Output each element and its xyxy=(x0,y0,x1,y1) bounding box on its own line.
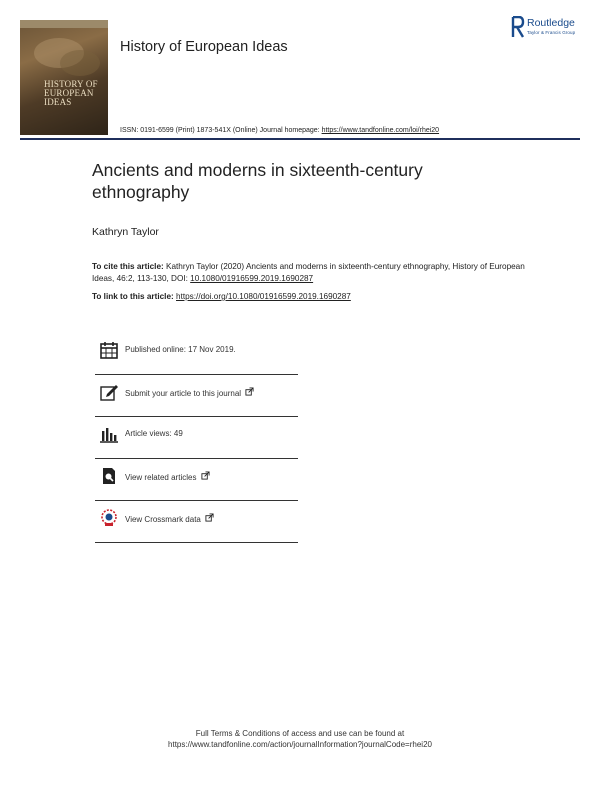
submit-article-link[interactable]: Submit your article to this journal xyxy=(125,387,254,398)
article-link-line xyxy=(92,292,351,301)
cover-title: HISTORY OF EUROPEAN IDEAS xyxy=(44,79,98,107)
bar-chart-icon xyxy=(99,424,119,444)
cover-band xyxy=(20,20,108,28)
cover-map-art-shade xyxy=(60,50,100,76)
publisher-name: Routledge xyxy=(527,17,575,29)
related-articles-link[interactable]: View related articles xyxy=(125,471,210,482)
link-label: To link to this article: xyxy=(92,292,177,301)
issn-line xyxy=(120,127,439,134)
journal-name: History of European Ideas xyxy=(120,39,288,55)
journal-homepage-link[interactable]: https://www.tandfonline.com/loi/rhei20 xyxy=(321,127,440,134)
citation-label: To cite this article: xyxy=(92,262,164,271)
crossmark-link[interactable]: View Crossmark data xyxy=(125,513,214,524)
related-articles-icon xyxy=(99,466,119,486)
article-author: Kathryn Taylor xyxy=(92,226,159,238)
citation-block xyxy=(92,261,532,284)
info-row-crossmark[interactable] xyxy=(95,501,298,543)
citation-text: Kathryn Taylor (2020) Ancients and moderns in sixteenth-century ethnography, History of European Ideas, 46:2, 113-130, DOI: xyxy=(92,262,525,283)
issn-text: ISSN: 0191-6599 (Print) 1873-541X (Online) Journal homepage: xyxy=(120,127,322,134)
published-date: Published online: 17 Nov 2019. xyxy=(125,345,236,354)
routledge-logo-icon xyxy=(511,16,525,38)
article-views: Article views: 49 xyxy=(125,429,183,438)
header-divider xyxy=(20,138,580,140)
external-link-icon xyxy=(205,513,214,522)
publisher-subtitle: Taylor & Francis Group xyxy=(527,30,576,35)
external-link-icon xyxy=(201,471,210,480)
article-info-list xyxy=(95,333,298,543)
info-row-published xyxy=(95,333,298,375)
footer-terms-url[interactable]: https://www.tandfonline.com/action/journalInformation?journalCode=rhei20 xyxy=(168,740,432,749)
footer-terms-text: Full Terms & Conditions of access and use can be found at xyxy=(195,729,405,738)
calendar-icon xyxy=(99,340,119,360)
edit-icon xyxy=(99,382,119,402)
info-row-related[interactable] xyxy=(95,459,298,501)
article-title: Ancients and moderns in sixteenth-century ethnography xyxy=(92,160,423,202)
terms-footer xyxy=(0,728,600,750)
doi-link[interactable]: 10.1080/01916599.2019.1690287 xyxy=(190,273,314,283)
external-link-icon xyxy=(245,387,254,396)
journal-cover-image xyxy=(20,20,108,135)
crossmark-icon xyxy=(99,508,119,528)
info-row-views xyxy=(95,417,298,459)
publisher-logo xyxy=(511,16,591,40)
info-row-submit[interactable] xyxy=(95,375,298,417)
article-doi-url-link[interactable]: https://doi.org/10.1080/01916599.2019.1690287 xyxy=(176,292,351,301)
